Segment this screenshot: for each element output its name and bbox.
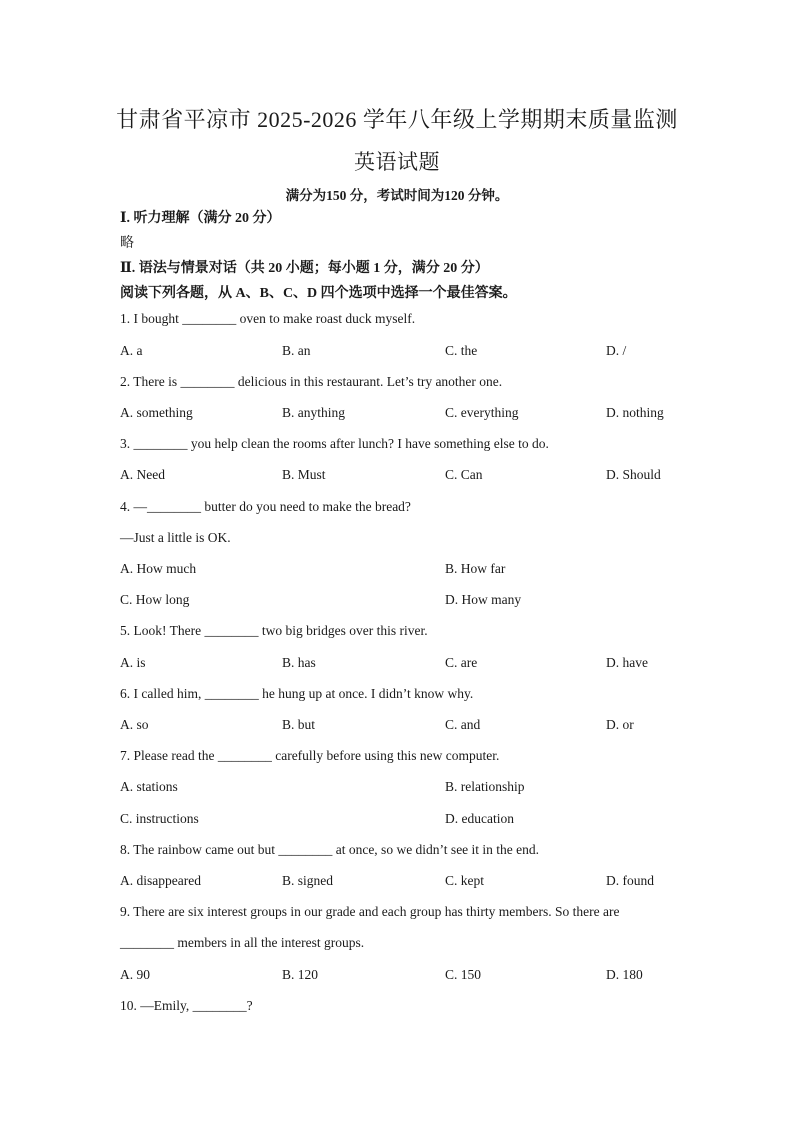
question-7-stem: 7. Please read the ________ carefully before using this new computer.	[120, 748, 500, 763]
question-4-option-d[interactable]: D. How many	[445, 592, 522, 607]
question-1-stem: 1. I bought ________ oven to make roast duck myself.	[120, 311, 416, 326]
question-8-stem: 8. The rainbow came out but ________ at once, so we didn’t see it in the end.	[120, 842, 540, 857]
question-2-option-a[interactable]: A. something	[120, 405, 193, 420]
section-2-instruction: 阅读下列各题，从 A、B、C、D 四个选项中选择一个最佳答案。	[120, 286, 517, 301]
question-5-option-b[interactable]: B. has	[282, 655, 316, 670]
question-2-stem: 2. There is ________ delicious in this restaurant. Let’s try another one.	[120, 374, 503, 389]
section-1-title: Ⅰ. 听力理解（满分 20 分）	[120, 211, 281, 226]
question-9-stem: 9. There are six interest groups in our grade and each group has thirty members. So there are	[120, 904, 620, 919]
question-2-option-b[interactable]: B. anything	[282, 405, 345, 420]
question-6-option-b[interactable]: B. but	[282, 717, 316, 732]
section-2-title: Ⅱ. 语法与情景对话（共 20 小题；每小题 1 分，满分 20 分）	[120, 261, 489, 276]
question-4-stem-reply: —Just a little is OK.	[120, 530, 231, 545]
question-8-option-d[interactable]: D. found	[606, 873, 654, 888]
question-2-option-d[interactable]: D. nothing	[606, 405, 664, 420]
question-1-option-a[interactable]: A. a	[120, 343, 143, 358]
question-9-option-b[interactable]: B. 120	[282, 967, 319, 982]
question-5-option-c[interactable]: C. are	[445, 655, 478, 670]
question-3-stem: 3. ________ you help clean the rooms after lunch? I have something else to do.	[120, 436, 549, 451]
question-8-option-b[interactable]: B. signed	[282, 873, 334, 888]
question-1-option-b[interactable]: B. an	[282, 343, 311, 358]
page-title: 甘肃省平凉市 2025-2026 学年八年级上学期期末质量监测	[116, 107, 678, 132]
page-subtitle: 英语试题	[354, 150, 440, 174]
question-9-stem-continued: ________ members in all the interest groups.	[120, 935, 365, 950]
question-3-option-c[interactable]: C. Can	[445, 467, 483, 482]
question-1-option-c[interactable]: C. the	[445, 343, 478, 358]
question-5-option-a[interactable]: A. is	[120, 655, 146, 670]
question-6-option-a[interactable]: A. so	[120, 717, 149, 732]
question-6-stem: 6. I called him, ________ he hung up at once. I didn’t know why.	[120, 686, 474, 701]
question-1-option-d[interactable]: D. /	[606, 343, 627, 358]
question-4-option-b[interactable]: B. How far	[445, 561, 506, 576]
question-8-option-a[interactable]: A. disappeared	[120, 873, 201, 888]
question-4-stem: 4. —________ butter do you need to make the bread?	[120, 499, 411, 514]
question-5-stem: 5. Look! There ________ two big bridges over this river.	[120, 623, 428, 638]
question-10-stem: 10. —Emily, ________?	[120, 998, 253, 1013]
question-6-option-d[interactable]: D. or	[606, 717, 634, 732]
question-2-option-c[interactable]: C. everything	[445, 405, 519, 420]
question-5-option-d[interactable]: D. have	[606, 655, 648, 670]
question-9-option-a[interactable]: A. 90	[120, 967, 150, 982]
question-3-option-a[interactable]: A. Need	[120, 467, 165, 482]
question-6-option-c[interactable]: C. and	[445, 717, 481, 732]
section-1-note: 略	[120, 236, 134, 251]
question-4-option-c[interactable]: C. How long	[120, 592, 190, 607]
question-3-option-b[interactable]: B. Must	[282, 467, 326, 482]
question-7-option-d[interactable]: D. education	[445, 811, 514, 826]
question-8-option-c[interactable]: C. kept	[445, 873, 484, 888]
question-9-option-d[interactable]: D. 180	[606, 967, 643, 982]
question-3-option-d[interactable]: D. Should	[606, 467, 661, 482]
question-9-option-c[interactable]: C. 150	[445, 967, 482, 982]
exam-info: 满分为150 分，考试时间为120 分钟。	[285, 188, 509, 203]
question-4-option-a[interactable]: A. How much	[120, 561, 197, 576]
question-7-option-c[interactable]: C. instructions	[120, 811, 199, 826]
question-7-option-a[interactable]: A. stations	[120, 779, 178, 794]
question-7-option-b[interactable]: B. relationship	[445, 779, 525, 794]
